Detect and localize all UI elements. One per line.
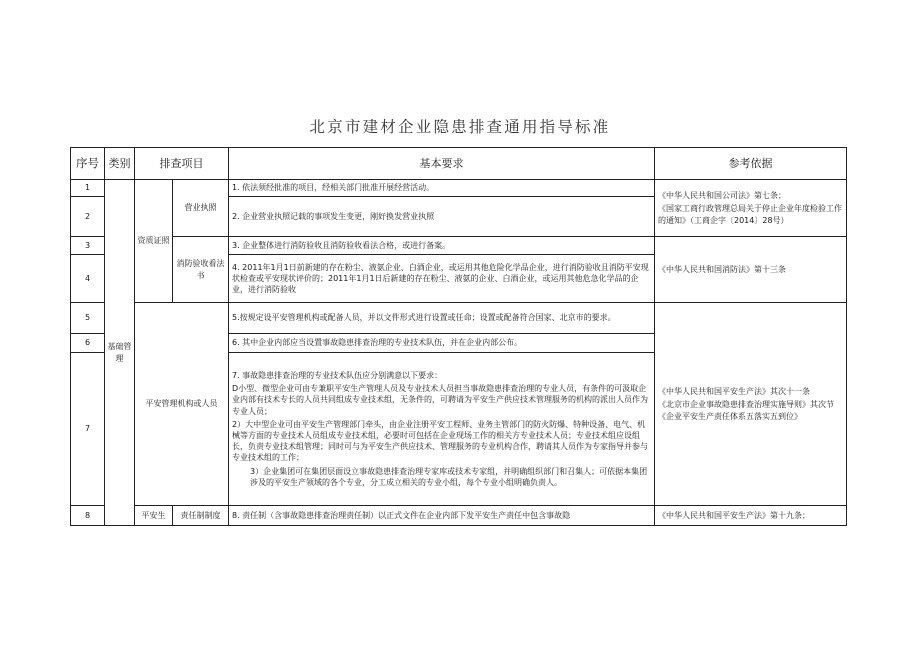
requirement-line: D小型、微型企业可由专兼职平安生产管理人员及专业技术人员担当事故隐患排查治理的专业人员，有条件的可汲取企业内部有技术专长的人员共同组成专业技术组，无条件的，可聘请为平安生产供应技术管理服务的机构的派出人员作为专业人员； bbox=[232, 384, 648, 416]
item-safety-org: 平安管理机构或人员 bbox=[135, 303, 229, 506]
header-reference: 参考依据 bbox=[655, 148, 847, 180]
page-title: 北京市建材企业隐患排查通用指导标准 bbox=[309, 118, 611, 136]
requirement-cell: 4. 2011年1月1日前新建的存在粉尘、液氨企业、白酒企业，或运用其他危险化学品企业，进行消防验收且消防平安现状检查或平安现状评价的；2011年1月1日后新建的存在粉尘、液氨的企业、白酒企业，或运用其他危急化学品的企业，进行消防验收 bbox=[229, 255, 655, 303]
item-fire-certificate: 消防验收看法书 bbox=[173, 237, 229, 303]
row-num: 6 bbox=[71, 334, 105, 353]
group-qualification: 资质证照 bbox=[135, 180, 173, 303]
header-item: 排查项目 bbox=[135, 148, 229, 180]
row-num: 4 bbox=[71, 255, 105, 303]
row-num: 1 bbox=[71, 180, 105, 197]
reference-cell: 《中华人民共和国消防法》第十三条 bbox=[655, 237, 847, 303]
group-safety: 平安生 bbox=[135, 506, 173, 526]
table-row bbox=[71, 180, 847, 197]
header-requirement: 基本要求 bbox=[229, 148, 655, 180]
requirement-cell: 1. 依法须经批准的项目，经相关部门批准开展经营活动。 bbox=[229, 180, 655, 197]
reference-beijing-rules: 《北京市企业事故隐患排查治理实施导则》其次节《企业平安生产责任体系五落实五到位》 bbox=[658, 400, 834, 421]
item-responsibility: 责任制制度 bbox=[173, 506, 229, 526]
requirement-line: 2）大中型企业可由平安生产管理部门牵头，由企业注册平安工程师、业务主管部门的防火防爆、特种设备、电气、机械等方面的专业技术人员组成专业技术组，必要时可包括在企业现场工作的相关方专业技术人员；专业技术组应设组长，负责专业技术组管理；同时可与为平安生产供应技术、管理服务的专业机构合作，聘请其人员作为专家指导并参与专业技术组的工作； bbox=[232, 419, 648, 463]
requirement-cell: 3. 企业整体进行消防验收且消防验收看法合格，或进行备案。 bbox=[229, 237, 655, 255]
requirement-cell bbox=[229, 353, 655, 506]
reference-cell: 《中华人民共和国平安生产法》第十九条； bbox=[655, 506, 847, 526]
table-row bbox=[71, 506, 847, 526]
reference-cell bbox=[655, 303, 847, 506]
reference-cell bbox=[655, 180, 847, 237]
reference-annual-inspection: 《国家工商行政管理总局关于停止企业年度检验工作的通知》（工商企字〔2014〕28号） bbox=[658, 204, 842, 225]
requirement-line: 3）企业集团可在集团层面设立事故隐患排查治理专家库或技术专家组，并明确组织部门和召集人；可依据本集团涉及的平安生产领域的各个专业，分工成立相关的专业小组，每个专业小组明确负责人。 bbox=[250, 466, 648, 487]
requirement-cell: 5.按规定设平安管理机构或配备人员，并以文件形式进行设置或任命；设置或配备符合国家、北京市的要求。 bbox=[229, 303, 655, 334]
reference-safety-law-41: 《中华人民共和国平安生产法》其次十一条 bbox=[658, 387, 810, 397]
requirement-cell: 8. 责任制（含事故隐患排查治理责任制）以正式文件在企业内部下发平安生产责任中包含事故隐 bbox=[229, 506, 655, 526]
requirement-cell: 2. 企业营业执照记载的事项发生变更，刚好换发营业执照 bbox=[229, 197, 655, 237]
row-num: 2 bbox=[71, 197, 105, 237]
requirement-line: 7. 事故隐患排查治理的专业技术队伍应分别满意以下要求： bbox=[232, 371, 443, 381]
row-num: 7 bbox=[71, 353, 105, 506]
table-header-row bbox=[71, 148, 847, 180]
header-category: 类别 bbox=[105, 148, 135, 180]
row-num: 8 bbox=[71, 506, 105, 526]
row-num: 5 bbox=[71, 303, 105, 334]
row-num: 3 bbox=[71, 237, 105, 255]
item-business-license: 营业执照 bbox=[173, 180, 229, 237]
standards-table bbox=[70, 147, 847, 526]
table-row bbox=[71, 237, 847, 255]
reference-company-law: 《中华人民共和国公司法》第七条； bbox=[658, 191, 786, 201]
table-row bbox=[71, 303, 847, 334]
category-cell: 基础管理 bbox=[105, 180, 135, 526]
requirement-cell: 6. 其中企业内部应当设置事故隐患排查治理的专业技术队伍，并在企业内部公布。 bbox=[229, 334, 655, 353]
header-num: 序号 bbox=[71, 148, 105, 180]
